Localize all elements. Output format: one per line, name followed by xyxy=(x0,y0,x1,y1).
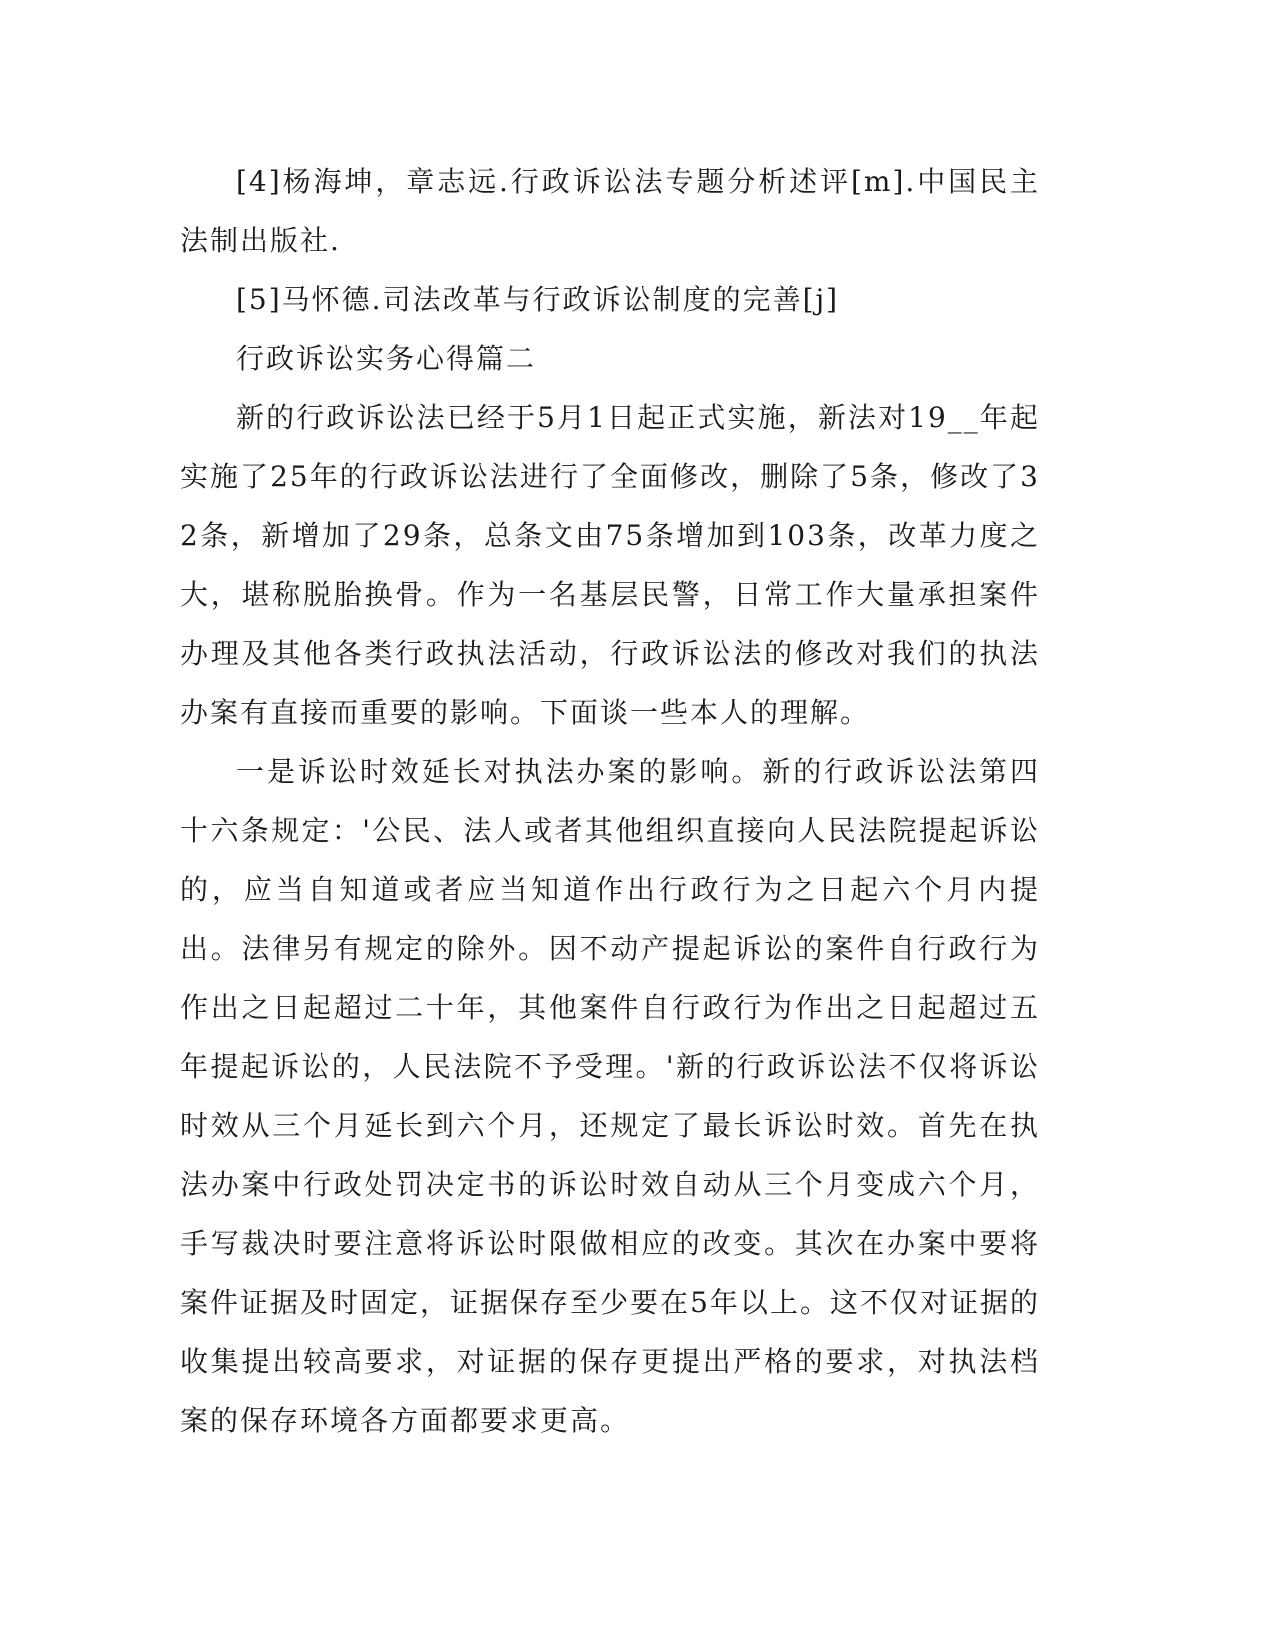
document-page xyxy=(180,152,1040,1450)
section-heading: 行政诉讼实务心得篇二 xyxy=(236,342,537,375)
reference-5: [5]马怀德.司法改革与行政诉讼制度的完善[j] xyxy=(236,283,840,316)
body-paragraph-intro: 新的行政诉讼法已经于5月1日起正式实施，新法对19__年起实施了25年的行政诉讼法进行了全面修改，删除了5条，修改了32条，新增加了29条，总条文由75条增加到103条，改革力度之大，堪称脱胎换骨。作为一名基层民警，日常工作大量承担案件办理及其他各类行政执法活动，行政诉讼法的修改对我们的执法办案有直接而重要的影响。下面谈一些本人的理解。 xyxy=(180,401,1040,729)
body-paragraph-statute: 一是诉讼时效延长对执法办案的影响。新的行政诉讼法第四十六条规定：'公民、法人或者其他组织直接向人民法院提起诉讼的，应当自知道或者应当知道作出行政行为之日起六个月内提出。法律另有规定的除外。因不动产提起诉讼的案件自行政行为作出之日起超过二十年，其他案件自行政行为作出之日起超过五年提起诉讼的，人民法院不予受理。'新的行政诉讼法不仅将诉讼时效从三个月延长到六个月，还规定了最长诉讼时效。首先在执法办案中行政处罚决定书的诉讼时效自动从三个月变成六个月，手写裁决时要注意将诉讼时限做相应的改变。其次在办案中要将案件证据及时固定，证据保存至少要在5年以上。这不仅对证据的收集提出较高要求，对证据的保存更提出严格的要求，对执法档案的保存环境各方面都要求更高。 xyxy=(180,755,1040,1437)
reference-4: [4]杨海坤，章志远.行政诉讼法专题分析述评[m].中国民主法制出版社. xyxy=(180,165,1040,257)
